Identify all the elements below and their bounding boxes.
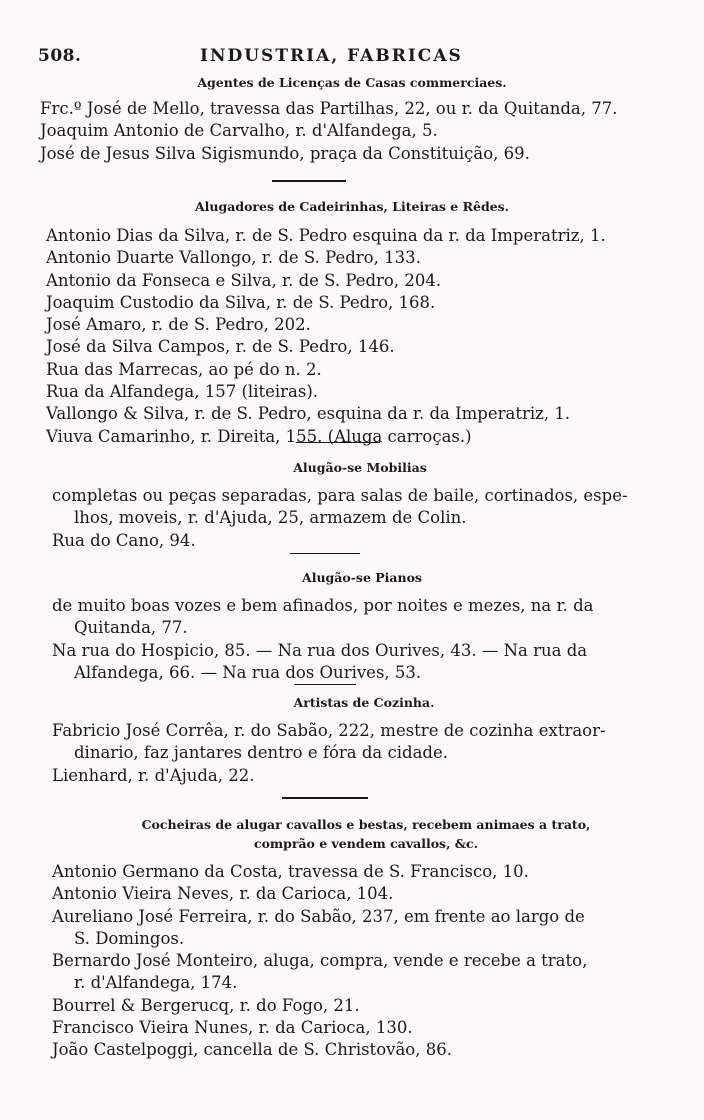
entry: Na rua do Hospicio, 85. — Na rua dos Ourives, 43. — Na rua da — [52, 640, 588, 660]
entry: Joaquim Antonio de Carvalho, r. d'Alfandega, 5. — [40, 121, 438, 141]
entry: Rua do Cano, 94. — [52, 530, 196, 550]
entry: José de Jesus Silva Sigismundo, praça da Constituição, 69. — [40, 143, 530, 163]
entry: José Amaro, r. de S. Pedro, 202. — [46, 315, 311, 335]
section-divider — [272, 180, 346, 182]
entry: Viuva Camarinho, r. Direita, 155. (Aluga carroças.) — [46, 426, 472, 446]
entry-continuation: Alfandega, 66. — Na rua dos Ourives, 53. — [74, 662, 422, 682]
page-header — [38, 46, 478, 72]
section-heading-line-1: Cocheiras de alugar cavallos e bestas, recebem animaes a trato, — [141, 817, 591, 832]
entry: Antonio Duarte Vallongo, r. de S. Pedro, 133. — [46, 248, 421, 268]
entry-continuation: r. d'Alfandega, 174. — [74, 973, 238, 993]
entry-continuation: lhos, moveis, r. d'Ajuda, 25, armazem de Colin. — [74, 508, 467, 528]
entry: Rua da Alfandega, 157 (liteiras). — [46, 382, 319, 402]
entry: Vallongo & Silva, r. de S. Pedro, esquina da r. da Imperatriz, 1. — [46, 404, 571, 424]
section-divider — [294, 684, 356, 685]
section-artistas-cozinha — [12, 694, 704, 787]
entry: Bourrel & Bergerucq, r. do Fogo, 21. — [52, 995, 360, 1015]
entry: Fabricio José Corrêa, r. do Sabão, 222, mestre de cozinha extraor- — [52, 721, 606, 740]
entry: Antonio Germano da Costa, travessa de S. Francisco, 10. — [52, 862, 529, 881]
entry: José da Silva Campos, r. de S. Pedro, 146. — [46, 337, 395, 357]
section-divider — [282, 797, 368, 799]
entry: Antonio Vieira Neves, r. da Carioca, 104. — [52, 884, 394, 904]
section-cocheiras — [14, 815, 704, 1062]
section-heading: Alugão-se Pianos — [302, 570, 422, 585]
entry: Rua das Marrecas, ao pé do n. 2. — [46, 359, 322, 379]
entry-continuation: dinario, faz jantares dentro e fóra da cidade. — [74, 743, 448, 763]
page-number: 508. — [38, 46, 82, 66]
section-divider — [290, 553, 360, 554]
section-alugadores — [0, 198, 704, 448]
entry: Lienhard, r. d'Ajuda, 22. — [52, 765, 255, 785]
entry: Francisco Vieira Nunes, r. da Carioca, 130. — [52, 1018, 413, 1038]
section-heading-line-2: comprão e vendem cavallos, &c. — [253, 836, 479, 851]
section-heading: Agentes de Licenças de Casas commerciaes. — [197, 75, 507, 90]
section-heading: Alugadores de Cadeirinhas, Liteiras e Rêdes. — [194, 199, 510, 214]
section-divider — [296, 442, 380, 443]
entry: de muito boas vozes e bem afinados, por noites e mezes, na r. da — [52, 596, 594, 615]
entry: Aureliano José Ferreira, r. do Sabão, 237, em frente ao largo de — [52, 906, 585, 926]
section-heading: Alugão-se Mobilias — [293, 460, 427, 475]
entry: João Castelpoggi, cancella de S. Christovão, 86. — [52, 1040, 452, 1060]
section-heading: Artistas de Cozinha. — [293, 695, 435, 710]
entry: Frc.º José de Mello, travessa das Partilhas, 22, ou r. da Quitanda, 77. — [40, 99, 618, 118]
entry: Bernardo José Monteiro, aluga, compra, vende e recebe a trato, — [52, 951, 588, 971]
entry: Joaquim Custodio da Silva, r. de S. Pedro, 168. — [46, 292, 436, 312]
entry-continuation: S. Domingos. — [74, 928, 185, 948]
entry: Antonio da Fonseca e Silva, r. de S. Pedro, 204. — [46, 270, 442, 290]
entry: Antonio Dias da Silva, r. de S. Pedro esquina da r. da Imperatriz, 1. — [46, 226, 606, 245]
entry-continuation: Quitanda, 77. — [74, 618, 188, 638]
running-title: INDUSTRIA, FABRICAS — [200, 46, 463, 66]
section-agentes-licencas — [0, 74, 704, 165]
section-pianos — [10, 569, 704, 684]
section-mobilias — [8, 459, 704, 552]
entry: completas ou peças separadas, para salas de baile, cortinados, espe- — [52, 486, 628, 505]
